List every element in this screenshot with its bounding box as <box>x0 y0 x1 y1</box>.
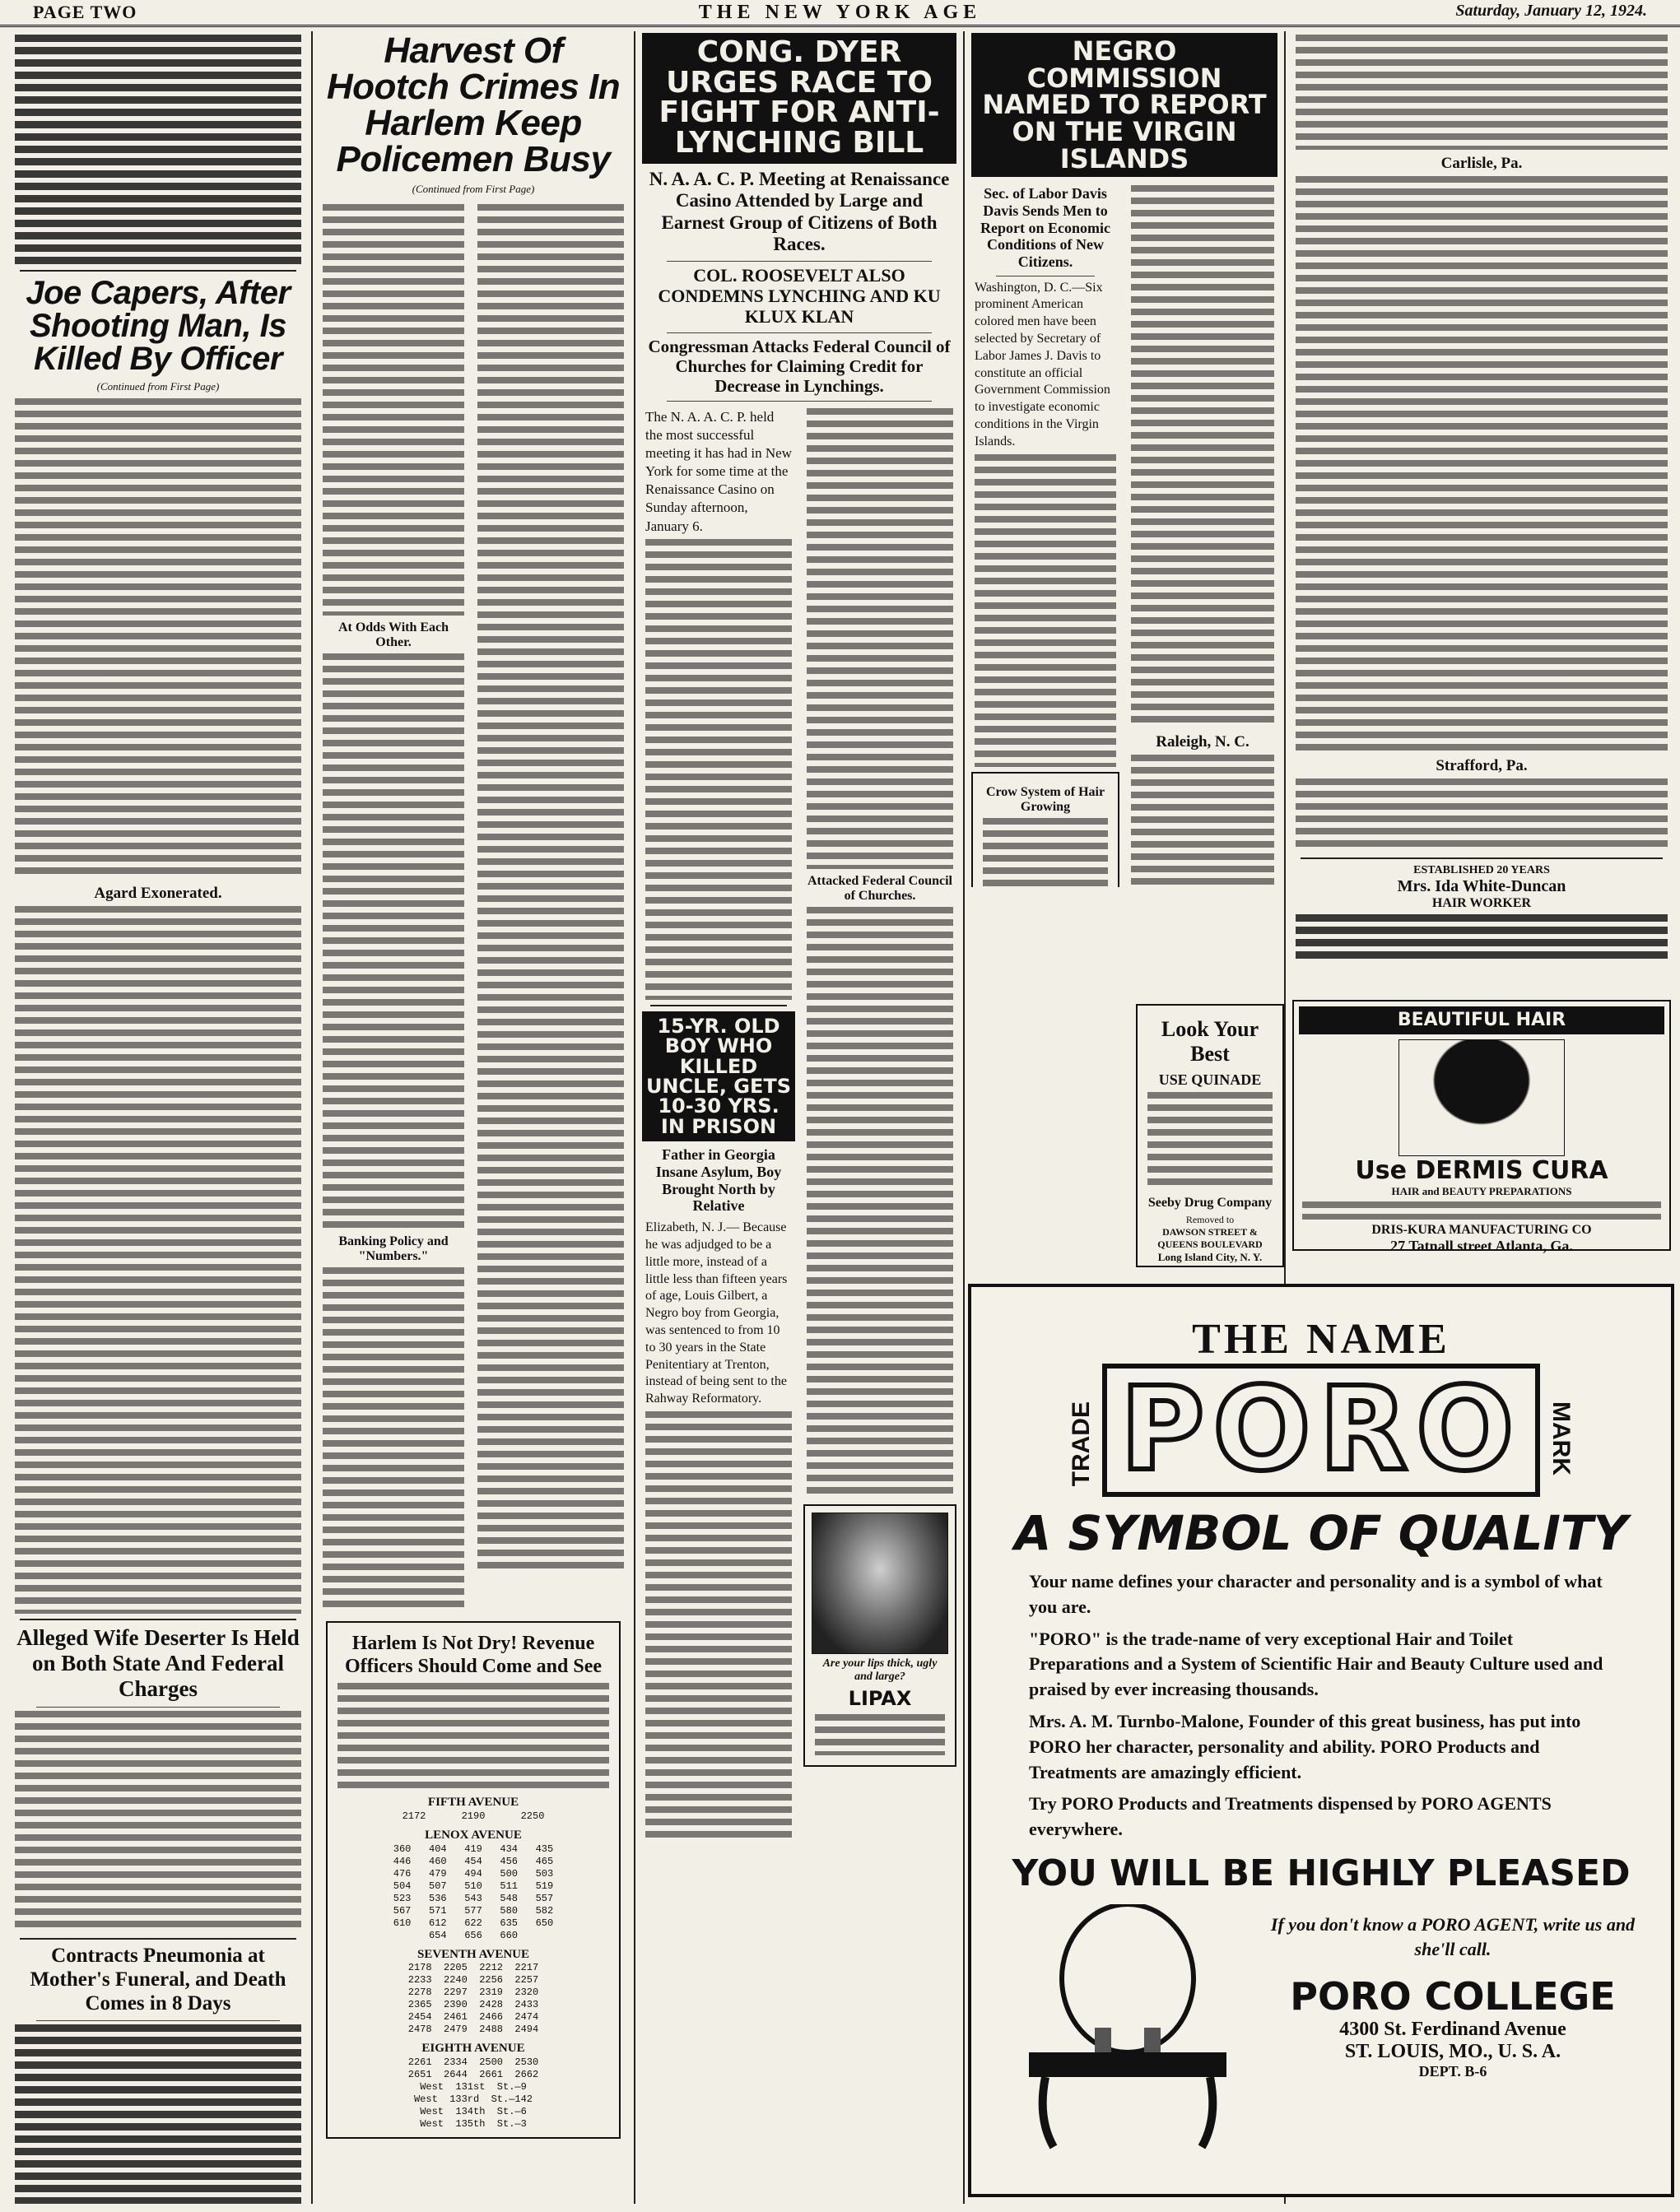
poro-paragraph-2: "PORO" is the trade-name of very exceptional Hair and Toilet Preparations and a System of Scientific Hair and Beauty Culture used and praised by ever increasing thousands. <box>1029 1628 1603 1700</box>
poro-brand-word: PORO <box>1119 1363 1523 1497</box>
article-text <box>15 35 301 265</box>
address-row: 2651 2644 2661 2662 <box>407 2069 539 2081</box>
article-text <box>645 1411 792 1839</box>
address-row: 446 460 454 456 465 <box>393 1855 554 1867</box>
seeby-address: DAWSON STREET & QUEENS BOULEVARD <box>1157 1226 1263 1250</box>
dermis-subtitle: HAIR and BEAUTY PREPARATIONS <box>1391 1185 1572 1198</box>
column-rule <box>311 31 313 2204</box>
article-text <box>807 907 953 1499</box>
wife-deserter-headline: Alleged Wife Deserter Is Held on Both State And Federal Charges <box>16 1625 300 1702</box>
article-text <box>1296 35 1668 150</box>
fifth-avenue-label: FIFTH AVENUE <box>427 1796 519 1810</box>
seventh-avenue-label: SEVENTH AVENUE <box>417 1947 530 1961</box>
hair-worker-label: HAIR WORKER <box>1431 896 1532 910</box>
poro-paragraph-3: Mrs. A. M. Turnbo-Malone, Founder of this great business, has put into PORO her character, personality and ability. PORO Products and Treatments are amazingly efficient. <box>1029 1710 1581 1782</box>
address-row: 2261 2334 2500 2530 <box>407 2056 539 2069</box>
seeby-removed: Removed to <box>1185 1214 1235 1225</box>
subhead-raleigh: Raleigh, N. C. <box>1156 733 1250 751</box>
column-5 <box>1287 31 1676 986</box>
ad-text <box>1147 1092 1273 1191</box>
article-text <box>1131 755 1274 887</box>
lipax-question: Are your lips thick, ugly and large? <box>822 1657 938 1684</box>
article-text <box>15 906 301 1614</box>
poro-city: ST. LOUIS, MO., U. S. A. <box>1344 2041 1561 2063</box>
article-text <box>477 204 624 1570</box>
boy-deck: Father in Georgia Insane Asylum, Boy Brought North by Relative <box>655 1146 782 1215</box>
look-best-headline: Look Your Best <box>1161 1017 1259 1066</box>
column-rule <box>963 31 965 2204</box>
column-1 <box>7 31 309 2204</box>
subhead-churches: Attacked Federal Council of Churches. <box>807 873 952 903</box>
address-row: 2478 2479 2488 2494 <box>407 2024 539 2036</box>
address-row: 654 656 660 <box>428 1929 519 1941</box>
poro-address: 4300 St. Ferdinand Avenue <box>1339 2019 1566 2041</box>
virgin-islands-deck: Sec. of Labor Davis Davis Sends Men to Report on Economic Conditions of New Citizens. <box>980 185 1110 270</box>
eighth-avenue-label: EIGHTH AVENUE <box>421 2042 525 2056</box>
crow-ad <box>971 772 1119 887</box>
poro-symbol-of-quality: A SYMBOL OF QUALITY <box>1014 1505 1628 1561</box>
established-label: ESTABLISHED 20 YEARS <box>1413 864 1550 876</box>
paper-title: THE NEW YORK AGE <box>698 2 982 23</box>
boy-headline: 15-YR. OLD BOY WHO KILLED UNCLE, GETS 10-30 YRS. IN PRISON <box>642 1011 795 1142</box>
subhead-carlisle: Carlisle, Pa. <box>1440 155 1523 172</box>
address-row: 2365 2390 2428 2433 <box>407 1999 539 2011</box>
poro-paragraph-1: Your name defines your character and personality and is a symbol of what you are. <box>1029 1571 1603 1617</box>
article-text <box>15 398 301 880</box>
poro-pleased: YOU WILL BE HIGHLY PLEASED <box>1012 1852 1631 1894</box>
article-text <box>645 539 792 1000</box>
ad-text <box>1302 1201 1661 1220</box>
use-quinade: USE QUINADE <box>1158 1071 1262 1088</box>
vanity-illustration <box>1004 1904 1251 2151</box>
address-row: 2172 2190 2250 <box>402 1810 545 1822</box>
subhead-strafford: Strafford, Pa. <box>1436 757 1528 774</box>
article-text <box>15 2024 301 2204</box>
portrait-photo <box>812 1513 948 1654</box>
address-row: 2278 2297 2319 2320 <box>407 1987 539 1999</box>
ad-text <box>1296 914 1668 964</box>
beautiful-hair-headline: BEAUTIFUL HAIR <box>1299 1006 1664 1034</box>
address-row: 2454 2461 2466 2474 <box>407 2011 539 2024</box>
page-number: PAGE TWO <box>33 2 137 22</box>
lenox-avenue-label: LENOX AVENUE <box>425 1828 522 1842</box>
address-row: 476 479 494 500 503 <box>393 1867 554 1880</box>
article-text <box>975 454 1116 767</box>
poro-ad <box>968 1284 1674 2197</box>
hooch-headline: Harvest Of Hootch Crimes In Harlem Keep Policemen Busy <box>326 31 621 179</box>
article-text <box>1296 176 1668 752</box>
column-3 <box>637 31 961 2204</box>
subhead-exonerated: Agard Exonerated. <box>94 885 222 902</box>
virgin-islands-lead: Washington, D. C.—Six prominent American colored men have been selected by Secretary of Labor James J. Davis to constitute an official Government Commission to investigate economic conditions in the Virgin Islands. <box>975 280 1110 448</box>
address-row: 610 612 622 635 650 <box>393 1917 554 1929</box>
poro-dept: DEPT. B-6 <box>1418 2063 1487 2080</box>
dermis-company: DRIS-KURA MANUFACTURING CO <box>1371 1223 1592 1238</box>
roosevelt-deck: COL. ROOSEVELT ALSO CONDEMNS LYNCHING AND KU KLUX KLAN <box>658 264 941 328</box>
use-dermis-cura: Use DERMIS CURA <box>1355 1156 1608 1186</box>
subhead-banking: Banking Policy and "Numbers." <box>338 1234 449 1263</box>
article-text <box>807 408 953 869</box>
continued-note: (Continued from First Page) <box>412 183 535 195</box>
silhouette-image <box>1398 1039 1565 1156</box>
dyer-deck: N. A. A. C. P. Meeting at Renaissance Casino Attended by Large and Earnest Group of Citizens of Both Races. <box>649 168 950 255</box>
address-row: West 131st St.—9 <box>420 2081 527 2094</box>
address-row: 360 404 419 434 435 <box>393 1843 554 1855</box>
address-row: West 133rd St.—142 <box>413 2094 533 2106</box>
boy-lead: Elizabeth, N. J.— Because he was adjudged to be a little more, instead of a little less than fifteen years of age, Louis Gilbert, a Negro boy from Georgia, was sentenced to from 10 to 30 years in the State Penitentiary at Trenton, instead of being sent to the Rahway Reformatory. <box>645 1220 788 1406</box>
crow-ad-headline: Crow System of Hair Growing <box>985 784 1105 814</box>
pneumonia-headline: Contracts Pneumonia at Mother's Funeral, and Death Comes in 8 Days <box>30 1945 286 2014</box>
column-2 <box>314 31 632 2204</box>
lipax-ad <box>803 1504 956 1767</box>
dyer-lead: The N. A. A. C. P. held the most successful meeting it has had in New York for some time at the Renaissance Casino on Sunday afternoon, January 6. <box>645 408 792 534</box>
continued-note: (Continued from First Page) <box>96 380 220 393</box>
poro-trade-label: TRADE <box>1068 1401 1095 1487</box>
address-row: West 134th St.—6 <box>420 2106 527 2118</box>
poro-agent-note: If you don't know a PORO AGENT, write us and she'll call. <box>1270 1913 1636 1959</box>
mrs-white-duncan: Mrs. Ida White-Duncan <box>1397 877 1566 895</box>
column-rule <box>634 31 635 2204</box>
poro-the-name: THE NAME <box>1192 1316 1450 1363</box>
address-list <box>334 1795 612 2131</box>
address-row: 2233 2240 2256 2257 <box>407 1974 539 1987</box>
address-row: 504 507 510 511 519 <box>393 1880 554 1892</box>
article-text <box>1296 778 1668 853</box>
subhead-odds: At Odds With Each Other. <box>337 620 449 649</box>
ad-text <box>983 818 1108 887</box>
ad-text <box>815 1714 945 1755</box>
seeby-city: Long Island City, N. Y. <box>1157 1251 1263 1263</box>
capers-headline: Joe Capers, After Shooting Man, Is Killed By Officer <box>26 275 291 377</box>
address-row: 567 571 577 580 582 <box>393 1904 554 1917</box>
address-row: 523 536 543 548 557 <box>393 1892 554 1904</box>
article-text <box>323 653 464 1229</box>
dermis-cura-ad <box>1292 1000 1671 1255</box>
churches-deck: Congressman Attacks Federal Council of Churches for Claiming Credit for Decrease in Lynchings. <box>648 336 951 396</box>
dyer-headline: CONG. DYER URGES RACE TO FIGHT FOR ANTI-LYNCHING BILL <box>642 33 956 164</box>
poro-mark-label: MARK <box>1547 1401 1575 1475</box>
address-row: 2178 2205 2212 2217 <box>407 1962 539 1974</box>
seeby-company: Seeby Drug Company <box>1147 1196 1273 1210</box>
quinade-ad <box>1136 1004 1284 1267</box>
column-4 <box>966 31 1282 887</box>
article-text <box>1131 185 1274 728</box>
poro-paragraph-4: Try PORO Products and Treatments dispensed by PORO AGENTS everywhere. <box>1029 1793 1552 1840</box>
issue-date: Saturday, January 12, 1924. <box>1455 2 1647 20</box>
poro-trademark <box>1068 1363 1575 1497</box>
article-text <box>323 204 464 616</box>
address-row: West 135th St.—3 <box>420 2118 527 2131</box>
article-text <box>337 1683 609 1790</box>
dermis-address: 27 Tatnall street Atlanta, Ga. <box>1390 1238 1573 1255</box>
article-text <box>15 1711 301 1933</box>
virgin-islands-headline: NEGRO COMMISSION NAMED TO REPORT ON THE VIRGIN ISLANDS <box>971 33 1277 177</box>
lipax-brand: LIPAX <box>848 1687 912 1711</box>
poro-college: PORO COLLEGE <box>1290 1974 1616 2019</box>
harlem-dry-box <box>326 1621 621 2139</box>
masthead <box>0 0 1680 27</box>
dry-headline: Harlem Is Not Dry! Revenue Officers Should Come and See <box>345 1633 602 1677</box>
article-text <box>323 1267 464 1613</box>
